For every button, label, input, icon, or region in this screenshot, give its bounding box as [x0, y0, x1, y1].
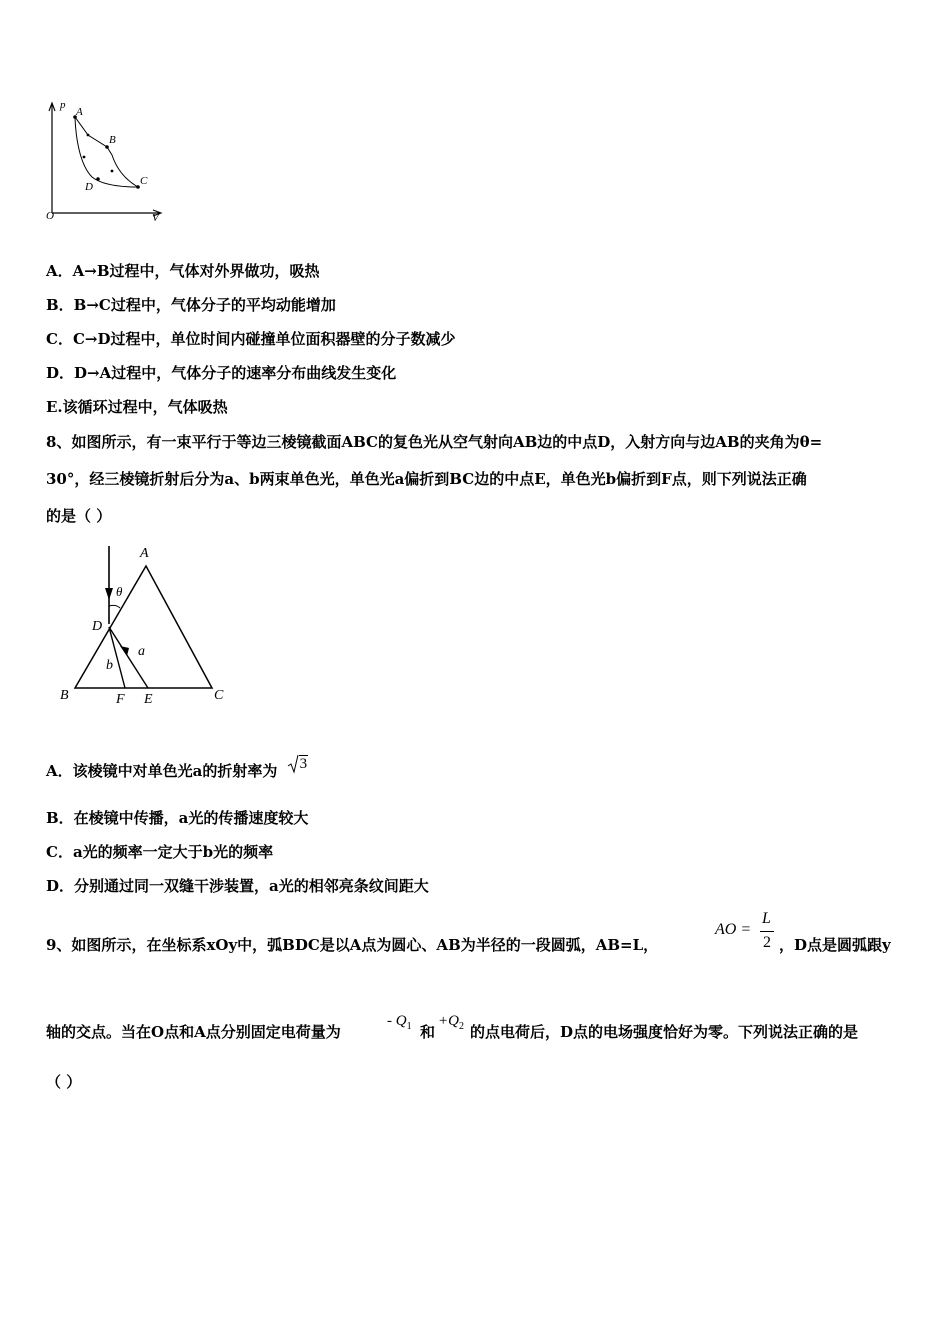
label-d: D [85, 181, 93, 193]
charge2-symbol: +Q [438, 1013, 459, 1029]
label-theta: θ [116, 584, 123, 599]
q9-line1-pre: 9、如图所示，在坐标系xOy中，弧BDC是以A点为圆心、AB为半径的一段圆弧，AB=L， [46, 936, 659, 954]
q7-option-a: A．A→B过程中，气体对外界做功，吸热 [46, 262, 320, 280]
q8-stem-line2: 30°，经三棱镜折射后分为a、b两束单色光，单色光a偏折到BC边的中点E，单色光b偏折到F点，则下列说法正确 [46, 470, 807, 488]
label-prism-d: D [92, 619, 103, 634]
ray-a-arrow [120, 646, 129, 656]
q8-stem-line1 [46, 432, 906, 452]
q8-number: 8、 [46, 433, 72, 451]
label-prism-c: C [214, 688, 224, 703]
q9-and: 和 [420, 1023, 436, 1041]
formula-numerator: L [762, 910, 771, 927]
q8-option-a-text: A．该棱镜中对单色光a的折射率为 [46, 762, 278, 780]
charge1-subscript: 1 [406, 1021, 412, 1032]
q9-formula-ao [715, 910, 777, 956]
q7-option-e: E.该循环过程中，气体吸热 [46, 398, 228, 416]
label-prism-e: E [144, 692, 153, 707]
point-mid2 [111, 170, 114, 173]
theta-arc [109, 605, 120, 608]
label-p: p [60, 99, 66, 111]
q8-option-a [46, 756, 308, 782]
q9-line2-pre: 轴的交点。当在O点和A点分别固定电荷量为 [46, 1023, 341, 1041]
formula-lhs: AO = [715, 921, 752, 938]
q9-line2-post: 的点电荷后，D点的电场强度恰好为零。下列说法正确的是 [470, 1023, 859, 1041]
pv-cycle-diagram [40, 95, 170, 225]
label-prism-b: B [60, 688, 69, 703]
q8-line1-text: 如图所示，有一束平行于等边三棱镜截面ABC的复色光从空气射向AB边的中点D，入射方向与边AB的夹角为θ= [71, 433, 823, 451]
point-mid3 [83, 156, 86, 159]
incident-arrow [105, 588, 113, 600]
q9-charge2 [438, 1011, 464, 1032]
label-a: A [76, 106, 83, 118]
formula-denominator: 2 [763, 934, 771, 951]
charge2-subscript: 2 [458, 1021, 464, 1032]
curve-abc [75, 117, 138, 187]
sqrt-expression [287, 753, 309, 774]
q8-stem-line3: 的是（ ） [46, 507, 112, 525]
label-c: C [140, 175, 148, 187]
label-prism-a: A [140, 546, 149, 561]
label-prism-f: F [116, 692, 125, 707]
q8-option-c: C．a光的频率一定大于b光的频率 [46, 843, 274, 861]
q8-option-b: B．在棱镜中传播，a光的传播速度较大 [46, 809, 309, 827]
prism-diagram [50, 538, 240, 713]
label-v: V [152, 212, 159, 224]
sqrt-radicand: 3 [299, 756, 308, 772]
fraction-bar [760, 931, 774, 932]
charge1-symbol: - Q [387, 1013, 407, 1029]
q9-charge1 [387, 1011, 412, 1032]
point-d [96, 177, 100, 181]
curve-cda [75, 117, 138, 187]
label-ray-a: a [138, 644, 145, 659]
q7-option-c: C．C→D过程中，单位时间内碰撞单位面积器壁的分子数减少 [46, 330, 456, 348]
label-b: B [109, 134, 116, 146]
sqrt-sign-icon [287, 754, 299, 774]
q7-option-d: D．D→A过程中，气体分子的速率分布曲线发生变化 [46, 364, 397, 382]
q9-line3: （ ） [46, 1073, 82, 1091]
q9-line1-post: ，D点是圆弧跟y [779, 936, 891, 954]
label-o: O [46, 210, 54, 222]
point-mid1 [87, 134, 90, 137]
label-ray-b: b [106, 658, 113, 673]
q8-option-d: D．分别通过同一双缝干涉装置，a光的相邻亮条纹间距大 [46, 877, 429, 895]
q7-option-b: B．B→C过程中，气体分子的平均动能增加 [46, 296, 336, 314]
